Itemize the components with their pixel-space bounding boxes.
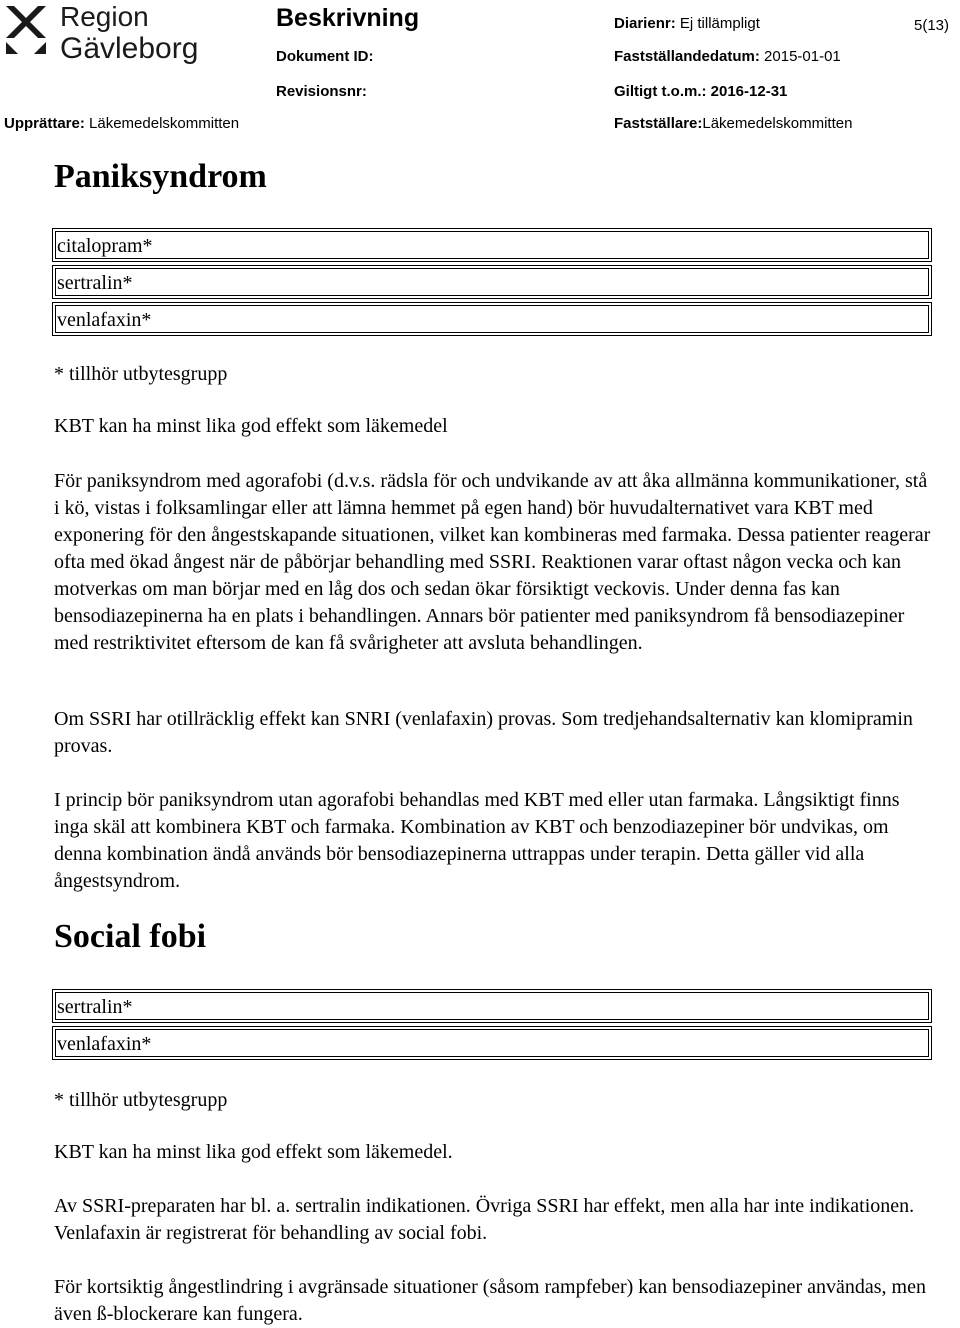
document-type-title: Beskrivning — [276, 4, 420, 32]
svg-text:Region: Region — [60, 1, 149, 32]
footnote: * tillhör utbytesgrupp — [54, 363, 228, 385]
giltigt-tom: Giltigt t.o.m.: 2016-12-31 — [614, 83, 788, 100]
drug-item: venlafaxin* — [52, 302, 932, 336]
paragraph: Om SSRI har otillräcklig effekt kan SNRI (venlafaxin) provas. Som tredjehandsalternativ kan klomipramin provas. — [54, 708, 913, 757]
page-number: 5(13) — [914, 17, 950, 34]
faststallare: Fastställare:Läkemedelskommitten — [614, 115, 853, 132]
section-title-social-fobi: Social fobi — [54, 918, 207, 955]
upprattare: Upprättare: Läkemedelskommitten — [4, 115, 240, 132]
drug-list-paniksyndrom — [52, 228, 932, 339]
drug-item: sertralin* — [52, 265, 932, 299]
paragraph: Av SSRI-preparaten har bl. a. sertralin indikationen. Övriga SSRI har effekt, men alla har inte indikationen. Venlafaxin är registrerat för behandling av social fobi. — [54, 1195, 915, 1244]
region-gavleborg-logo — [2, 0, 217, 64]
drug-item: venlafaxin* — [52, 1026, 932, 1060]
section-title-paniksyndrom: Paniksyndrom — [54, 158, 267, 195]
paragraph: För paniksyndrom med agorafobi (d.v.s. rädsla för och undvikande av att åka allmänna kommunikationer, stå i kö, vistas i folksamlingar eller att lämna hemmet på egen hand) bör huvudalternativet vara KBT med exponering för den ångestskapande situationen, vilket kan kombineras med farmaka. Dessa patienter reagerar ofta med ökad ångest när de påbörjar behandling med SSRI. Reaktionen varar oftast någon vecka och kan motverkas om man börjar med en låg dos och sedan ökar försiktigt veckovis. Under denna fas kan bensodiazepinerna ha en plats i behandlingen. Annars bör patienter med paniksyndrom få bensodiazepiner med restriktivitet eftersom de kan få svårigheter att avsluta behandlingen. — [54, 470, 931, 654]
diarienr: Diarienr: Ej tillämpligt — [614, 15, 760, 32]
paragraph: KBT kan ha minst lika god effekt som läkemedel. — [54, 1141, 453, 1163]
drug-list-social-fobi — [52, 989, 932, 1063]
svg-text:Gävleborg: Gävleborg — [60, 32, 199, 64]
drug-item: citalopram* — [52, 228, 932, 262]
footnote: * tillhör utbytesgrupp — [54, 1089, 228, 1111]
faststallandedatum: Fastställandedatum: 2015-01-01 — [614, 48, 841, 65]
paragraph: KBT kan ha minst lika god effekt som läkemedel — [54, 415, 448, 437]
dokument-id: Dokument ID: — [276, 48, 374, 65]
revisionsnr: Revisionsnr: — [276, 83, 367, 100]
paragraph: För kortsiktig ångestlindring i avgränsade situationer (såsom rampfeber) kan bensodiazepiner användas, men även ß-blockerare kan fungera. — [54, 1276, 926, 1325]
drug-item: sertralin* — [52, 989, 932, 1023]
paragraph: I princip bör paniksyndrom utan agorafobi behandlas med KBT med eller utan farmaka. Långsiktigt finns inga skäl att kombinera KBT och farmaka. Kombination av KBT och benzodiazepiner bör undvikas, om denna kombination ändå används bör bensodiazepinerna uttrappas under terapin. Detta gäller vid alla ångestsyndrom. — [54, 789, 900, 892]
